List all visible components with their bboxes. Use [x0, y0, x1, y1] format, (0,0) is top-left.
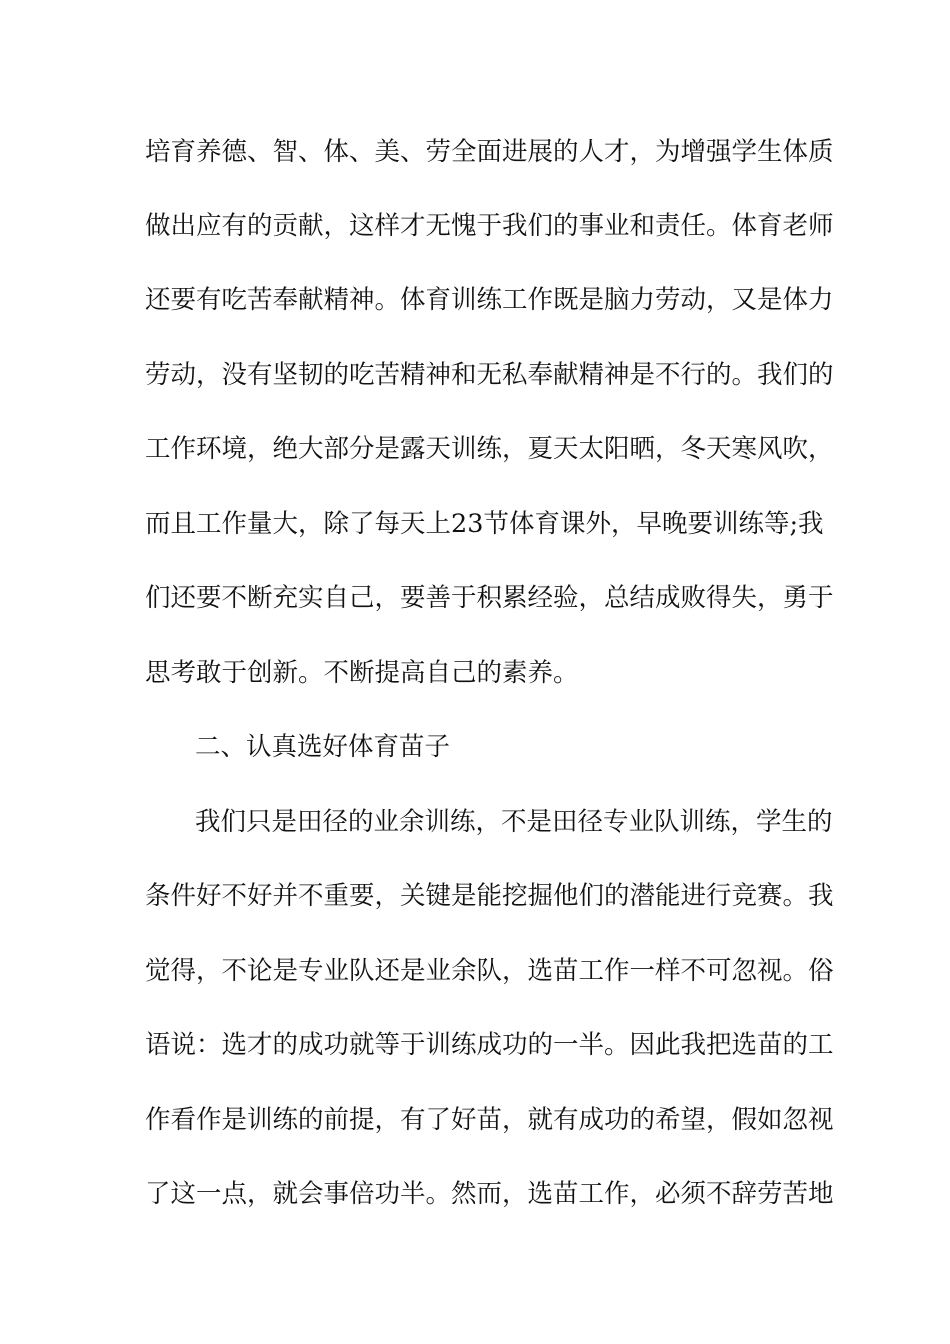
- paragraph-2-line-6: 了这一点，就会事倍功半。然而，选苗工作，必须不辞劳苦地: [145, 1179, 834, 1209]
- paragraph-2-line-4: 语说：选才的成功就等于训练成功的一半。因此我把选苗的工: [145, 1030, 834, 1060]
- paragraph-1-line-6: 而且工作量大，除了每天上23节体育课外，早晚要训练等;我: [145, 509, 824, 539]
- paragraph-2-line-2: 条件好不好并不重要，关键是能挖掘他们的潜能进行竞赛。我: [145, 881, 834, 911]
- paragraph-1-line-4: 劳动，没有坚韧的吃苦精神和无私奉献精神是不行的。我们的: [145, 360, 834, 390]
- section-heading: 二、认真选好体育苗子: [195, 732, 451, 762]
- paragraph-2-line-5: 作看作是训练的前提，有了好苗，就有成功的希望，假如忽视: [145, 1105, 834, 1135]
- paragraph-2-line-1: 我们只是田径的业余训练，不是田径专业队训练，学生的: [195, 807, 833, 837]
- paragraph-1-line-5: 工作环境，绝大部分是露天训练，夏天太阳晒，冬天寒风吹，: [145, 434, 834, 464]
- paragraph-2-line-3: 觉得，不论是专业队还是业余队，选苗工作一样不可忽视。俗: [145, 956, 834, 986]
- paragraph-1-line-2: 做出应有的贡献，这样才无愧于我们的事业和责任。体育老师: [145, 211, 834, 241]
- paragraph-1-line-1: 培育养德、智、体、美、劳全面进展的人才，为增强学生体质: [145, 137, 834, 167]
- paragraph-1-line-7: 们还要不断充实自己，要善于积累经验，总结成败得失，勇于: [145, 583, 834, 613]
- paragraph-1-line-3: 还要有吃苦奉献精神。体育训练工作既是脑力劳动，又是体力: [145, 285, 834, 315]
- paragraph-1-line-8: 思考敢于创新。不断提高自己的素养。: [145, 658, 579, 688]
